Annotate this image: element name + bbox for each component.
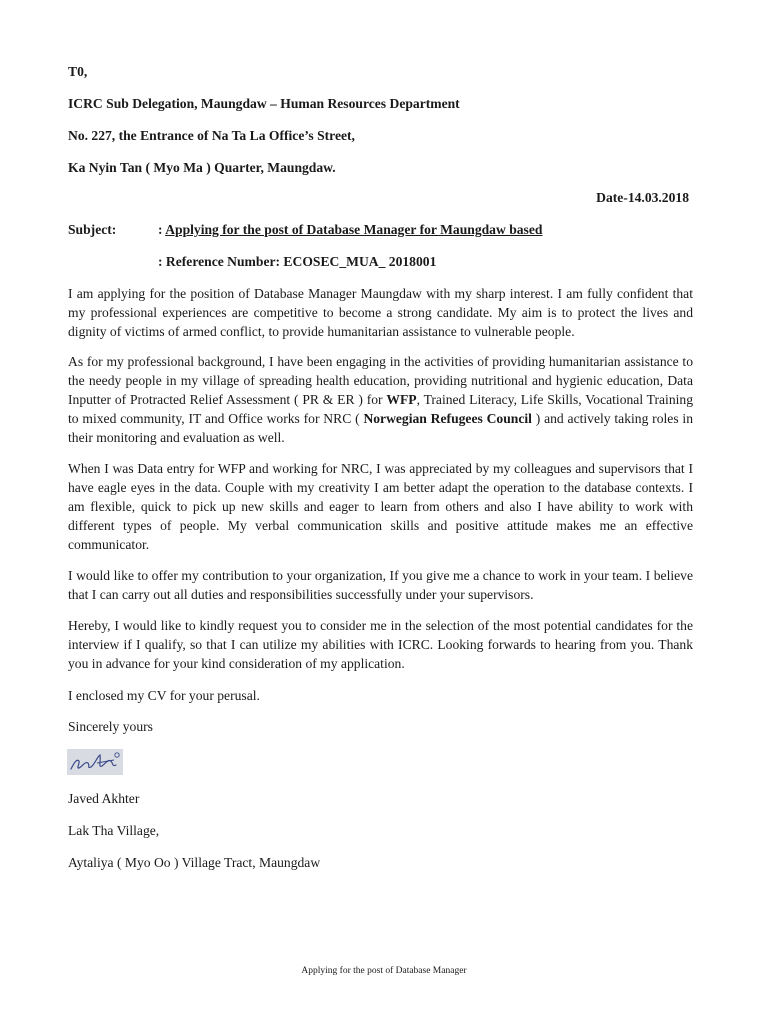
subject-colon: : <box>158 222 166 237</box>
paragraph-2-nrc: Norwegian Refugees Council <box>363 411 532 426</box>
paragraph-4: I would like to offer my contribution to your organization, If you give me a chance to work in your team. I believe that I can carry out all duties and responsibilities successfully under your supervisors. <box>68 568 693 602</box>
paragraph-2-part-1: As for my professional background, I have been engaging in the activities of providing humanitarian assistance to the needy people in my village of spreading health education, providing nutritional and hygienic education, Data Inputter of Protracted Relief Assessment ( PR & ER ) for <box>68 354 693 407</box>
signer-address-2: Aytaliya ( Myo Oo ) Village Tract, Maungdaw <box>68 855 321 870</box>
enclosure-line: I enclosed my CV for your perusal. <box>68 688 260 703</box>
subject-line <box>158 220 542 239</box>
signature-scribble <box>67 749 123 775</box>
paragraph-5: Hereby, I would like to kindly request you to consider me in the selection of the most potential candidates for the interview if I qualify, so that I can utilize my abilities with ICRC. Looking forwards to hearing from you. Thank you in advance for your kind consideration of my application. <box>68 618 693 671</box>
page-footer: Applying for the post of Database Manager <box>301 966 467 976</box>
paragraph-2-part-3: ) and actively taking roles in their monitoring and evaluation as well. <box>68 411 693 445</box>
signer-address-1: Lak Tha Village, <box>68 823 160 838</box>
subject-text: Applying for the post of Database Manager for Maungdaw based <box>165 222 543 237</box>
reference-number: : Reference Number: ECOSEC_MUA_ 2018001 <box>158 254 437 269</box>
closing-line: Sincerely yours <box>68 719 153 734</box>
recipient-line-3: Ka Nyin Tan ( Myo Ma ) Quarter, Maungdaw. <box>68 160 336 175</box>
salutation-to: T0, <box>68 64 88 79</box>
subject-label: Subject: <box>68 222 117 237</box>
signer-name: Javed Akhter <box>68 791 140 806</box>
recipient-line-2: No. 227, the Entrance of Na Ta La Office’s Street, <box>68 128 355 143</box>
paragraph-1: I am applying for the position of Database Manager Maungdaw with my sharp interest. I am fully confident that my professional experiences are competitive to become a strong candidate. My aim is to protect the lives and dignity of victims of armed conflict, to provide humanitarian assistance to vulnerable people. <box>68 286 693 339</box>
paragraph-3: When I was Data entry for WFP and working for NRC, I was appreciated by my colleagues and supervisors that I have eagle eyes in the data. Couple with my creativity I am better adapt the operation to the database contexts. I am flexible, quick to pick up new skills and eager to learn from others and also I have ability to work with different types of people. My verbal communication skills and positive attitude makes me an effective communicator. <box>68 461 693 552</box>
recipient-line-1: ICRC Sub Delegation, Maungdaw – Human Resources Department <box>68 96 460 111</box>
paragraph-2 <box>68 352 693 447</box>
signature-image <box>67 749 123 775</box>
letter-date: Date-14.03.2018 <box>596 190 689 205</box>
paragraph-2-wfp: WFP <box>386 392 417 407</box>
paragraph-2-part-2: , Trained Literacy, Life Skills, Vocational Training to mixed community, IT and Office works for NRC ( <box>68 392 694 426</box>
